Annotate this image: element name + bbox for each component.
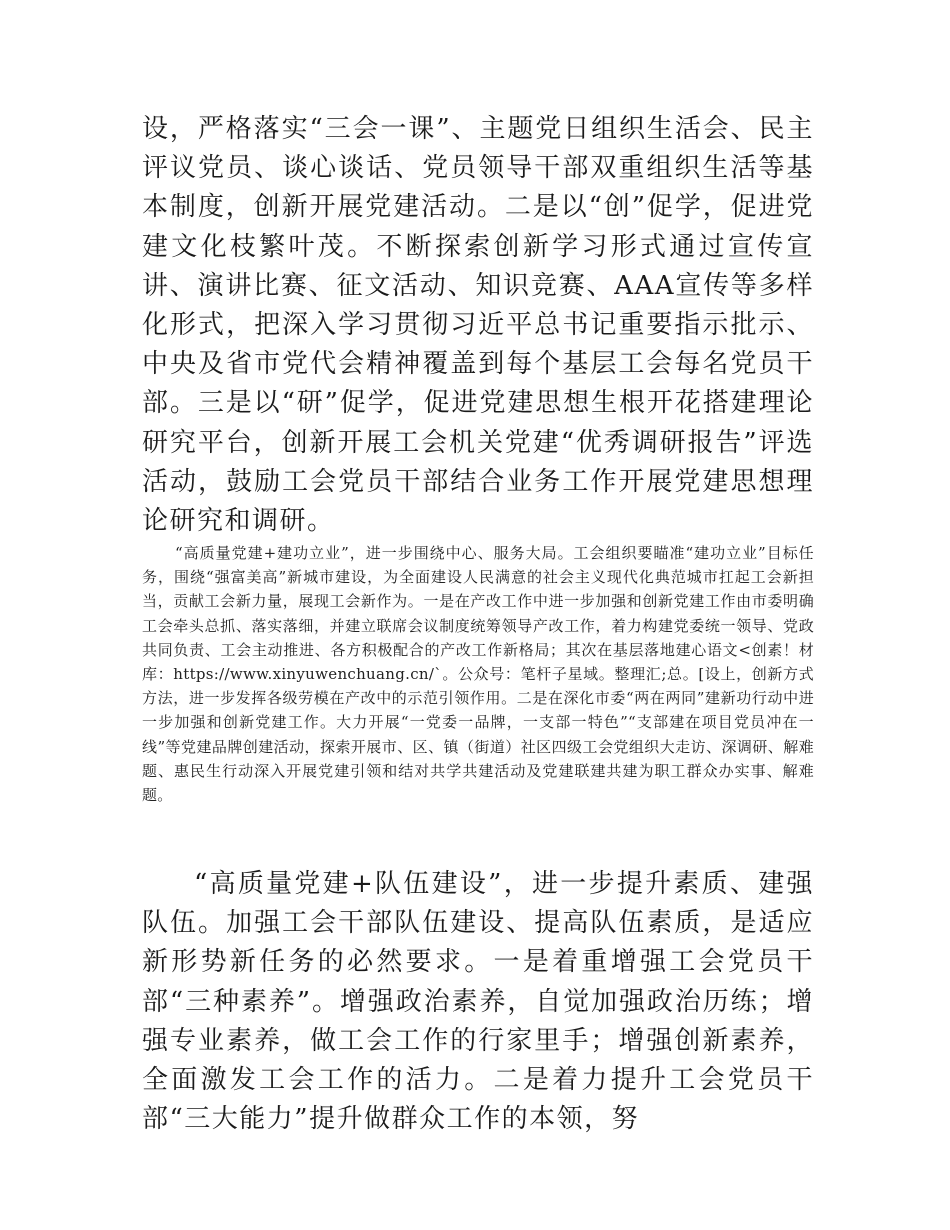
paragraph-party-study: 设，严格落实“三会一课”、主题党日组织生活会、民主评议党员、谈心谈话、党员领导干部双重组织生活等基本制度，创新开展党建活动。二是以“创”促学，促进党建文化枝繁叶茂。不断探索创新学习形式通过宣传宣讲、演讲比赛、征文活动、知识竞赛、AAA宣传等多样化形式，把深入学习贯彻习近平总书记重要指示批示、中央及省市党代会精神覆盖到每个基层工会每名党员干部。三是以“研”促学，促进党建思想生根开花搭建理论研究平台，创新开展工会机关党建“优秀调研报告”评选活动，鼓励工会党员干部结合业务工作开展党建思想理论研究和调研。 — [142, 114, 814, 537]
paragraph-build-merit: “高质量党建+建功立业”，进一步围绕中心、服务大局。工会组织要瞄准“建功立业”目标任务，围绕“强富美高”新城市建设，为全面建设人民满意的社会主义现代化典范城市扛起工会新担当，贡献工会新力量，展现工会新作为。一是在产改工作中进一步加强和创新党建工作由市委明确工会牵头总抓、落实落细，并建立联席会议制度统筹领导产改工作，着力构建党委统一领导、党政共同负责、工会主动推进、各方积极配合的产改工作新格局；其次在基层落地建心语文<创素！材库：https://www.xinyuwenchuang.cn/`。公众号：笔杆子星域。整理汇;总。[设上，创新方式方法，进一步发挥各级劳模在产改中的示范引领作用。二是在深化市委“两在两同”建新功行动中进一步加强和创新党建工作。大力开展“一党委一品牌，一支部一特色”“支部建在项目党员冲在一线”等党建品牌创建活动，探索开展市、区、镇（街道）社区四级工会党组织大走访、深调研、解难题、惠民生行动深入开展党建引领和结对共学共建活动及党建联建共建为职工群众办实事、解难题。 — [142, 544, 814, 805]
paragraph-team-building: “高质量党建+队伍建设”，进一步提升素质、建强队伍。加强工会干部队伍建设、提高队伍素质，是适应新形势新任务的必然要求。一是着重增强工会党员干部“三种素养”。增强政治素养，自觉加强政治历练；增强专业素养，做工会工作的行家里手；增强创新素养，全面激发工会工作的活力。二是着力提升工会党员干部“三大能力”提升做群众工作的本领，努 — [142, 869, 814, 1135]
